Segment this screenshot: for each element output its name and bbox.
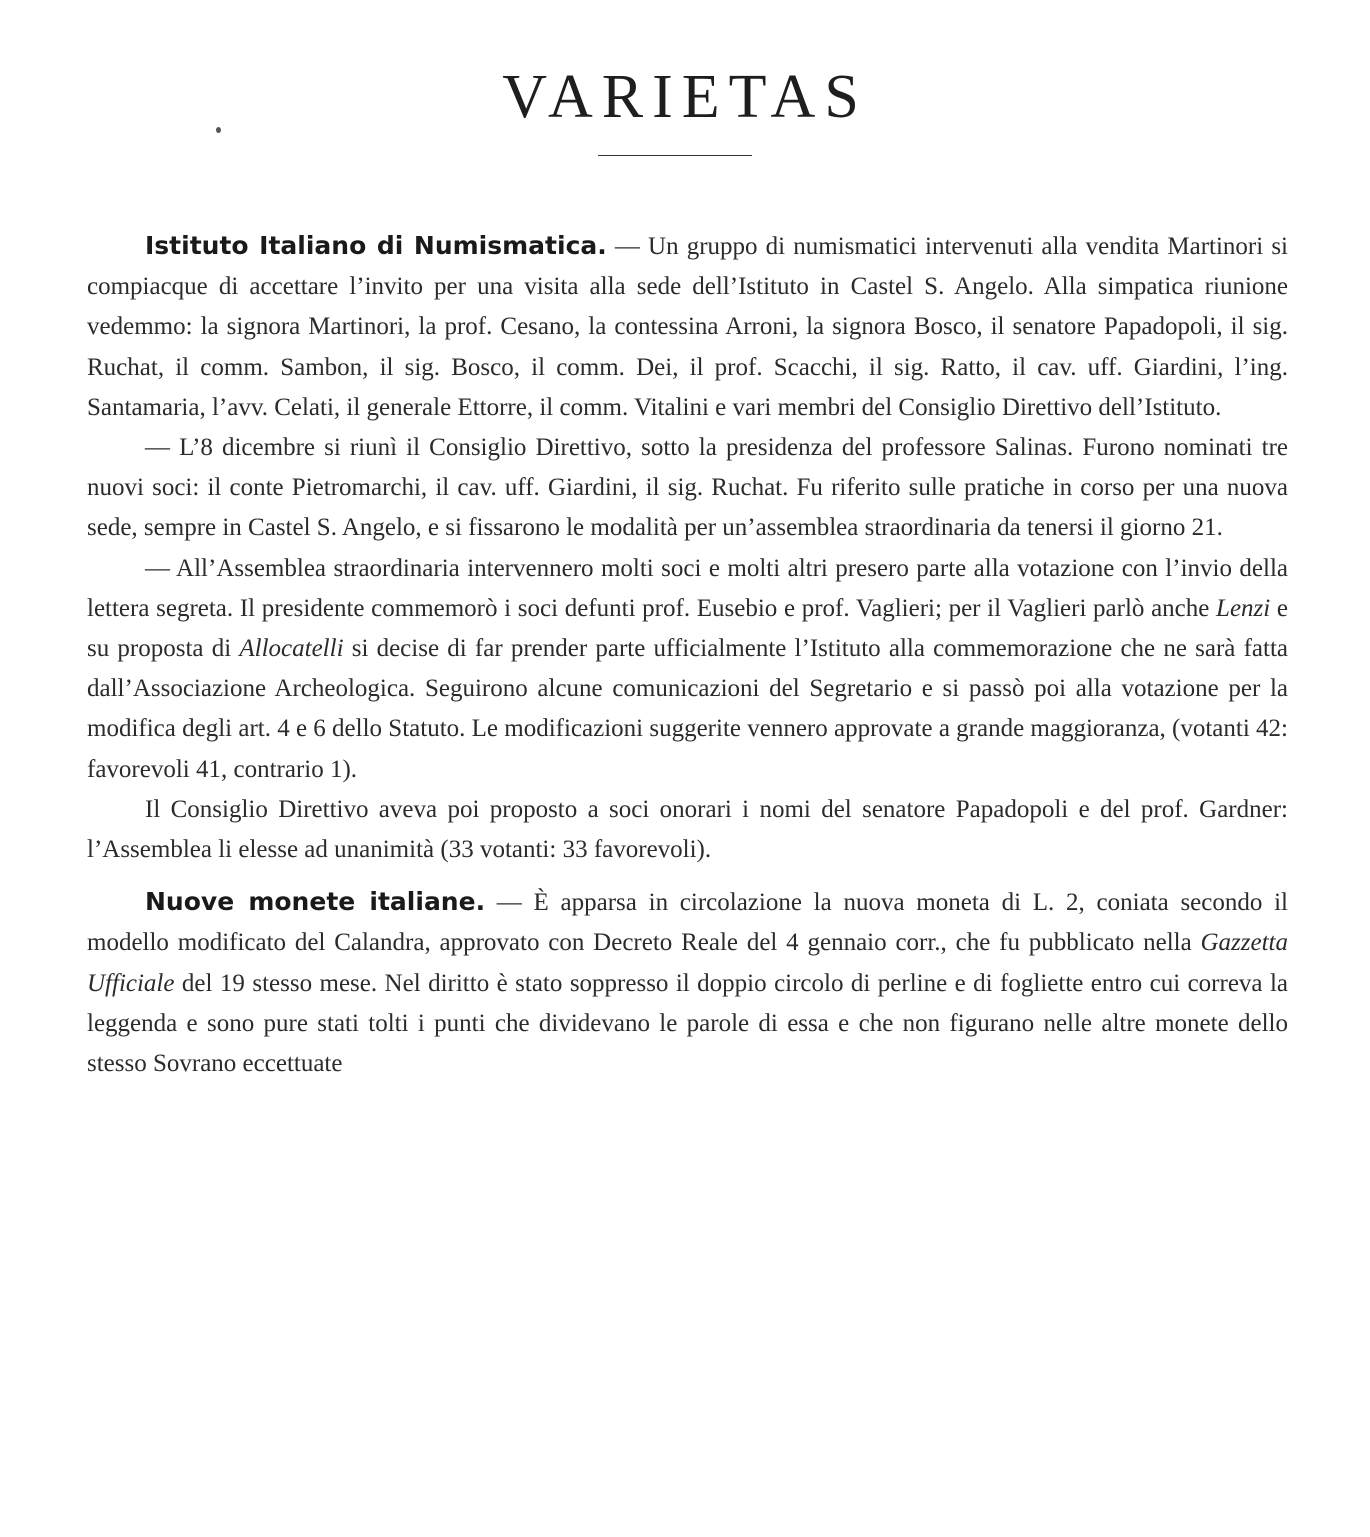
italic-gazzetta: Gazzetta Ufficiale <box>87 929 1288 997</box>
page-title: VARIETAS <box>502 63 868 131</box>
section-heading-istituto: Istituto Italiano di Numismatica. <box>145 231 607 260</box>
paragraph-text: — È apparsa in circolazione la nuova moneta di L. 2, coniata secondo il modello modificato del Calandra, approvato con Decreto Reale del 4 gennaio corr., che fu pubblicato nella <box>87 889 1288 957</box>
print-speck <box>216 127 221 133</box>
paragraph-soci-onorari: Il Consiglio Direttivo aveva poi proposto a soci onorari i nomi del senatore Papadopoli e del prof. Gardner: l’Assemblea li elesse ad unanimità (33 votanti: 33 favorevoli). <box>87 795 1288 864</box>
paragraph-text: e su proposta di <box>87 594 1288 663</box>
paragraph-assemblea <box>87 549 1288 790</box>
article-body <box>87 226 1288 1084</box>
section-heading-monete: Nuove monete italiane. <box>145 887 486 917</box>
paragraph-text: del 19 stesso mese. Nel diritto è stato soppresso il doppio circolo di perline e di fogliette entro cui correva la leggenda e sono pure stati tolti i punti che dividevano le parole di essa e che non figurano nelle altre monete dello stesso Sovrano eccettuate <box>87 969 1288 1078</box>
paragraph-consiglio-dicembre: — L’8 dicembre si riunì il Consiglio Direttivo, sotto la presidenza del professore Salinas. Furono nominati tre nuovi soci: il conte Pietromarchi, il cav. uff. Giardini, il sig. Ruchat. Fu riferito sulle pratiche in corso per una nuova sede, sempre in Castel S. Angelo, e si fissarono le modalità per un’assemblea straordinaria da tenersi il giorno 21. <box>87 434 1288 542</box>
title-divider <box>598 155 752 156</box>
italic-name-lenzi: Lenzi <box>1216 594 1271 622</box>
italic-name-allocatelli: Allocatelli <box>239 635 344 663</box>
paragraph-text: si decise di far prender parte ufficialmente l’Istituto alla commemorazione che ne sarà fatta dall’Associazione Archeologica. Seguirono alcune comunicazioni del Segretario e si passò poi alla votazione per la modifica degli art. 4 e 6 dello Statuto. Le modificazioni suggerite vennero approvate a grande maggioranza, (votanti 42: favorevoli 41, contrario 1). <box>87 635 1288 783</box>
paragraph-text: — All’Assemblea straordinaria intervennero molti soci e molti altri presero parte alla votazione con l’invio della lettera segreta. Il presidente commemorò i soci defunti prof. Eusebio e prof. Vaglieri; per il Vaglieri parlò anche <box>87 554 1288 622</box>
paragraph-istituto-intro <box>87 226 1288 428</box>
paragraph-text: — Un gruppo di numismatici intervenuti alla vendita Martinori si compiacque di accettare l’invito per una visita alla sede dell’Istituto in Castel S. Angelo. Alla simpatica riunione vedemmo: la signora Martinori, la prof. Cesano, la contessina Arroni, la signora Bosco, il senatore Papadopoli, il sig. Ruchat, il comm. Sambon, il sig. Bosco, il comm. Dei, il prof. Scacchi, il sig. Ratto, il cav. uff. Giardini, l’ing. Santamaria, l’avv. Celati, il generale Ettorre, il comm. Vitalini e vari membri del Consiglio Direttivo dell’Istituto. <box>87 233 1288 421</box>
paragraph-nuove-monete <box>87 882 1288 1084</box>
